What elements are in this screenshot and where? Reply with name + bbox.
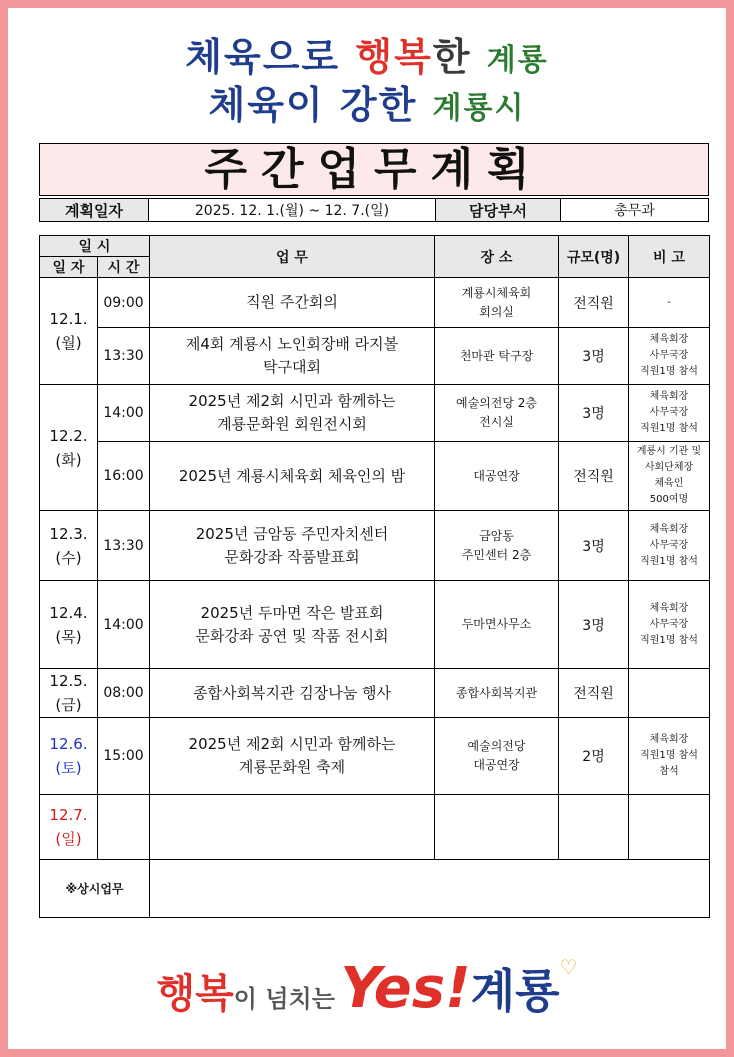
page-title: 주간업무계획 bbox=[39, 143, 709, 196]
scale-cell: 3명 bbox=[559, 385, 629, 442]
time-cell: 08:00 bbox=[98, 669, 150, 718]
note-cell: 체육회장 사무국장 직원1명 참석 bbox=[629, 328, 710, 385]
time-cell: 14:00 bbox=[98, 581, 150, 669]
time-cell: 09:00 bbox=[98, 278, 150, 328]
scale-cell: 2명 bbox=[559, 718, 629, 795]
footer-text: Yes! bbox=[340, 956, 471, 1021]
weekday-text: (월) bbox=[55, 334, 82, 352]
note-cell: - bbox=[629, 278, 710, 328]
note-cell bbox=[629, 795, 710, 860]
time-cell: 13:30 bbox=[98, 511, 150, 581]
dept-value: 총무과 bbox=[561, 199, 709, 222]
dept-label: 담당부서 bbox=[436, 199, 561, 222]
header-place: 장 소 bbox=[435, 236, 559, 278]
slogan-line-1 bbox=[0, 26, 734, 81]
slogan-text: 체육으로 bbox=[185, 35, 341, 79]
table-row bbox=[40, 278, 710, 328]
header-scale: 규모(명) bbox=[559, 236, 629, 278]
header-ilja: 일 자 bbox=[40, 257, 98, 278]
footer-text: 계룡 bbox=[470, 964, 560, 1018]
table-row bbox=[40, 581, 710, 669]
note-cell: 체육회장 직원1명 참석 참석 bbox=[629, 718, 710, 795]
slogan-text: 계룡시 bbox=[432, 91, 526, 126]
scale-cell: 전직원 bbox=[559, 442, 629, 511]
heart-icon: ♡ bbox=[559, 955, 578, 979]
table-row bbox=[40, 385, 710, 442]
date-value: 2025. 12. 1.(월) ~ 12. 7.(일) bbox=[149, 199, 436, 222]
scale-cell: 3명 bbox=[559, 511, 629, 581]
place-cell: 예술의전당 대공연장 bbox=[435, 718, 559, 795]
date-cell bbox=[40, 511, 98, 581]
place-cell bbox=[435, 795, 559, 860]
table-row bbox=[40, 669, 710, 718]
weekday-text: (일) bbox=[55, 830, 82, 848]
date-label: 계획일자 bbox=[40, 199, 149, 222]
date-cell bbox=[40, 795, 98, 860]
weekday-text: (목) bbox=[55, 627, 82, 646]
date-cell bbox=[40, 718, 98, 795]
table-row bbox=[40, 718, 710, 795]
footer-text: 이 넘치는 bbox=[233, 985, 335, 1013]
info-table bbox=[39, 198, 709, 222]
place-cell: 금암동 주민센터 2층 bbox=[435, 511, 559, 581]
footer-slogan bbox=[0, 955, 734, 1021]
table-row bbox=[40, 795, 710, 860]
place-cell: 두마면사무소 bbox=[435, 581, 559, 669]
task-cell: 2025년 계룡시체육회 체육인의 밤 bbox=[150, 442, 435, 511]
header-task: 업 무 bbox=[150, 236, 435, 278]
time-cell: 14:00 bbox=[98, 385, 150, 442]
table-row bbox=[40, 442, 710, 511]
date-text: 12.2. bbox=[49, 426, 88, 445]
regular-duties-cell bbox=[150, 860, 710, 918]
header-ilsi: 일 시 bbox=[40, 236, 150, 257]
weekday-text: (수) bbox=[55, 548, 82, 567]
date-text: 12.6. bbox=[49, 735, 88, 753]
note-cell: 체육회장 사무국장 직원1명 참석 bbox=[629, 581, 710, 669]
scale-cell bbox=[559, 795, 629, 860]
date-cell bbox=[40, 385, 98, 511]
date-text: 12.3. bbox=[49, 524, 88, 543]
place-cell: 대공연장 bbox=[435, 442, 559, 511]
place-cell: 천마관 탁구장 bbox=[435, 328, 559, 385]
slogan-text: 행복 bbox=[355, 35, 433, 79]
slogan-text: 계룡 bbox=[486, 43, 549, 78]
scale-cell: 전직원 bbox=[559, 669, 629, 718]
table-row bbox=[40, 511, 710, 581]
task-cell: 2025년 두마면 작은 발표회 문화강좌 공연 및 작품 전시회 bbox=[150, 581, 435, 669]
time-cell: 13:30 bbox=[98, 328, 150, 385]
task-cell bbox=[150, 795, 435, 860]
note-cell bbox=[629, 669, 710, 718]
place-cell: 종합사회복지관 bbox=[435, 669, 559, 718]
note-cell: 체육회장 사무국장 직원1명 참석 bbox=[629, 385, 710, 442]
slogan-line-2 bbox=[0, 74, 734, 129]
note-cell: 계룡시 기관 및 사회단체장 체육인 500여명 bbox=[629, 442, 710, 511]
weekday-text: (금) bbox=[55, 696, 82, 714]
table-row bbox=[40, 860, 710, 918]
task-cell: 2025년 금암동 주민자치센터 문화강좌 작품발표회 bbox=[150, 511, 435, 581]
date-text: 12.5. bbox=[49, 672, 88, 690]
task-cell: 2025년 제2회 시민과 함께하는 계룡문화원 축제 bbox=[150, 718, 435, 795]
scale-cell: 3명 bbox=[559, 581, 629, 669]
table-row bbox=[40, 328, 710, 385]
weekday-text: (토) bbox=[55, 759, 82, 777]
date-text: 12.7. bbox=[49, 806, 88, 824]
slogan-text: 한 bbox=[432, 35, 472, 79]
date-cell bbox=[40, 278, 98, 385]
header-note: 비 고 bbox=[629, 236, 710, 278]
task-cell: 제4회 계룡시 노인회장배 라지볼 탁구대회 bbox=[150, 328, 435, 385]
place-cell: 계룡시체육회 회의실 bbox=[435, 278, 559, 328]
time-cell: 15:00 bbox=[98, 718, 150, 795]
scale-cell: 전직원 bbox=[559, 278, 629, 328]
task-cell: 직원 주간회의 bbox=[150, 278, 435, 328]
date-text: 12.4. bbox=[49, 603, 88, 622]
note-cell: 체육회장 사무국장 직원1명 참석 bbox=[629, 511, 710, 581]
place-cell: 예술의전당 2층 전시실 bbox=[435, 385, 559, 442]
slogan-text: 체육이 강한 bbox=[208, 83, 418, 127]
regular-duties-label: ※상시업무 bbox=[40, 860, 150, 918]
time-cell: 16:00 bbox=[98, 442, 150, 511]
date-cell bbox=[40, 669, 98, 718]
task-cell: 2025년 제2회 시민과 함께하는 계룡문화원 회원전시회 bbox=[150, 385, 435, 442]
header-sigan: 시 간 bbox=[98, 257, 150, 278]
date-cell bbox=[40, 581, 98, 669]
date-text: 12.1. bbox=[49, 310, 88, 328]
task-cell: 종합사회복지관 김장나눔 행사 bbox=[150, 669, 435, 718]
footer-text: 행복 bbox=[156, 971, 234, 1017]
schedule-table bbox=[39, 235, 710, 918]
scale-cell: 3명 bbox=[559, 328, 629, 385]
weekday-text: (화) bbox=[55, 450, 82, 469]
time-cell bbox=[98, 795, 150, 860]
